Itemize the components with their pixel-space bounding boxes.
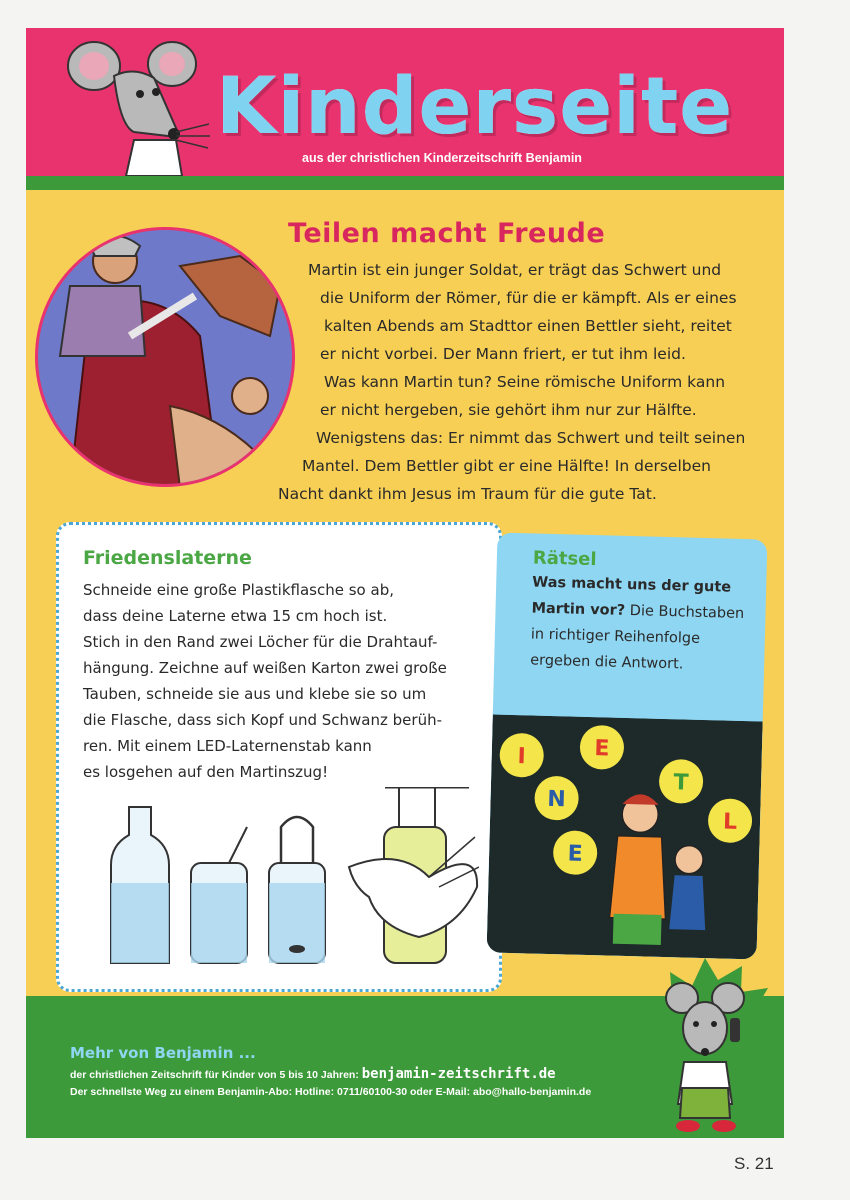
puzzle-letter: E bbox=[567, 841, 583, 867]
story-title: Teilen macht Freude bbox=[288, 218, 606, 249]
lantern-craft-box bbox=[56, 522, 502, 992]
page-number: S. 21 bbox=[734, 1154, 774, 1173]
story-line: er nicht vorbei. Der Mann friert, er tut ihm leid. bbox=[320, 345, 686, 363]
puzzle-question: Was macht uns der gute bbox=[532, 574, 732, 596]
page-subtitle: aus der christlichen Kinderzeitschrift Benjamin bbox=[302, 151, 582, 165]
lantern-line: dass deine Laterne etwa 15 cm hoch ist. bbox=[83, 607, 388, 625]
saint-martin-illustration bbox=[30, 226, 300, 488]
mouse-phone-mascot-icon bbox=[626, 958, 784, 1138]
puzzle-letter: I bbox=[517, 744, 527, 770]
footer-info-line bbox=[70, 1066, 556, 1082]
lantern-line: es losgehen auf den Martinszug! bbox=[83, 763, 329, 781]
header-banner bbox=[26, 28, 784, 176]
lantern-line: Tauben, schneide sie aus und klebe sie so um bbox=[83, 685, 427, 703]
story-line: Martin ist ein junger Soldat, er trägt das Schwert und bbox=[308, 261, 722, 279]
lantern-line: Stich in den Rand zwei Löcher für die Drahtauf- bbox=[83, 633, 438, 651]
story-line: kalten Abends am Stadttor einen Bettler sieht, reitet bbox=[324, 317, 732, 335]
lantern-line: hängung. Zeichne auf weißen Karton zwei große bbox=[83, 659, 447, 677]
puzzle-box bbox=[487, 533, 768, 960]
puzzle-letter: N bbox=[547, 786, 567, 813]
puzzle-letter: L bbox=[722, 809, 738, 835]
kinderseite-page bbox=[26, 28, 784, 1138]
puzzle-line: in richtiger Reihenfolge bbox=[530, 626, 701, 647]
lantern-procession-illustration bbox=[487, 714, 763, 959]
footer-title: Mehr von Benjamin ... bbox=[70, 1044, 256, 1062]
story-line: Mantel. Dem Bettler gibt er eine Hälfte! In derselben bbox=[302, 457, 711, 475]
mouse-mascot-icon bbox=[64, 36, 214, 176]
story-line: Wenigstens das: Er nimmt das Schwert und teilt seinen bbox=[316, 429, 746, 447]
puzzle-title: Rätsel bbox=[532, 547, 597, 571]
puzzle-line: ergeben die Antwort. bbox=[529, 652, 684, 673]
lantern-title: Friedenslaterne bbox=[83, 547, 252, 569]
puzzle-question-bold: Martin vor? bbox=[531, 600, 626, 619]
footer-info-text: der christlichen Zeitschrift für Kinder von 5 bis 10 Jahren: bbox=[70, 1069, 362, 1081]
story-line: Nacht dankt ihm Jesus im Traum für die gute Tat. bbox=[278, 485, 657, 503]
lantern-line: die Flasche, dass sich Kopf und Schwanz berüh- bbox=[83, 711, 442, 729]
lantern-steps-illustration bbox=[99, 787, 479, 977]
puzzle-letter: T bbox=[673, 770, 689, 796]
puzzle-letter: E bbox=[594, 736, 610, 762]
puzzle-question-line2 bbox=[531, 601, 744, 621]
story-line: Was kann Martin tun? Seine römische Uniform kann bbox=[324, 373, 726, 391]
page-title: Kinderseite bbox=[216, 62, 734, 152]
footer-contact-line: Der schnellste Weg zu einem Benjamin-Abo: Hotline: 0711/60100-30 oder E-Mail: abo@hallo-benjamin.de bbox=[70, 1086, 592, 1098]
puzzle-question-rest: Die Buchstaben bbox=[624, 602, 745, 623]
header-stripe bbox=[26, 176, 784, 190]
story-line: er nicht hergeben, sie gehört ihm nur zur Hälfte. bbox=[320, 401, 697, 419]
lantern-line: Schneide eine große Plastikflasche so ab, bbox=[83, 581, 394, 599]
lantern-line: ren. Mit einem LED-Laternenstab kann bbox=[83, 737, 372, 755]
story-line: die Uniform der Römer, für die er kämpft. Als er eines bbox=[320, 289, 737, 307]
footer-website-link[interactable]: benjamin-zeitschrift.de bbox=[361, 1066, 556, 1082]
